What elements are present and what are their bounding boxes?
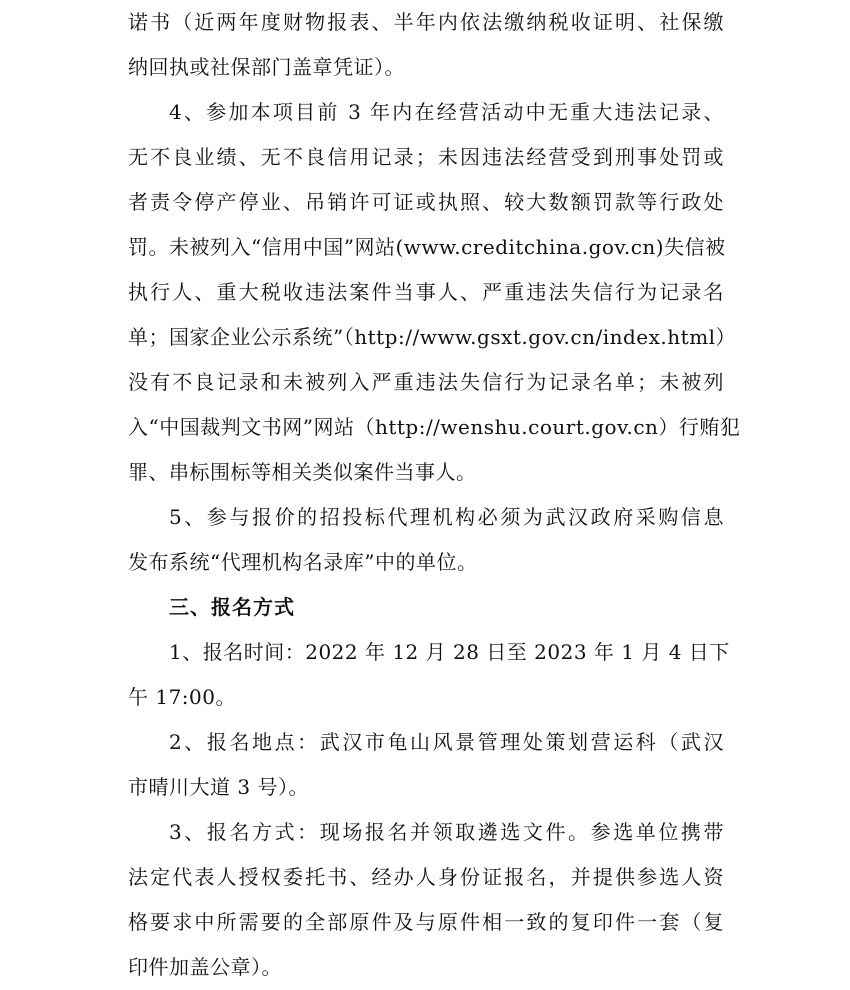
text-line-5: 者责令停产停业、吊销许可证或执照、较大数额罚款等行政处 — [128, 190, 724, 214]
text-line-8: 单；国家企业公示系统”（http://www.gsxt.gov.cn/index.html） — [128, 325, 737, 349]
text-line-21: 格要求中所需要的全部原件及与原件相一致的复印件一套（复 — [128, 910, 724, 934]
text-line-2: 纳回执或社保部门盖章凭证）。 — [128, 55, 405, 79]
text-line-16: 午 17:00。 — [128, 685, 236, 709]
text-line-9: 没有不良记录和未被列入严重违法失信行为记录名单；未被列 — [128, 370, 724, 394]
text-line-20: 法定代表人授权委托书、经办人身份证报名，并提供参选人资 — [128, 865, 724, 889]
text-line-15: 1、报名时间：2022 年 12 月 28 日至 2023 年 1 月 4 日下 — [169, 640, 730, 664]
text-line-6: 罚。未被列入“信用中国”网站(www.creditchina.gov.cn)失信被 — [128, 235, 726, 259]
text-line-1: 诺书（近两年度财物报表、半年内依法缴纳税收证明、社保缴 — [128, 10, 724, 34]
text-line-22: 印件加盖公章）。 — [128, 955, 282, 979]
text-line-4: 无不良业绩、无不良信用记录；未因违法经营受到刑事处罚或 — [128, 145, 724, 169]
text-line-18: 市晴川大道 3 号）。 — [128, 775, 309, 799]
text-line-19: 3、报名方式：现场报名并领取遴选文件。参选单位携带 — [169, 820, 724, 844]
text-line-12: 5、参与报价的招投标代理机构必须为武汉政府采购信息 — [169, 505, 724, 529]
text-line-10: 入“中国裁判文书网”网站（http://wenshu.court.gov.cn）行贿犯 — [128, 415, 741, 439]
text-line-7: 执行人、重大税收违法案件当事人、严重违法失信行为记录名 — [128, 280, 724, 304]
text-line-17: 2、报名地点：武汉市龟山风景管理处策划营运科（武汉 — [169, 730, 724, 754]
text-line-11: 罪、串标围标等相关类似案件当事人。 — [128, 460, 477, 484]
text-line-3: 4、参加本项目前 3 年内在经营活动中无重大违法记录、 — [169, 100, 724, 124]
section-heading: 三、报名方式 — [169, 595, 295, 619]
text-line-13: 发布系统“代理机构名录库”中的单位。 — [128, 550, 478, 574]
